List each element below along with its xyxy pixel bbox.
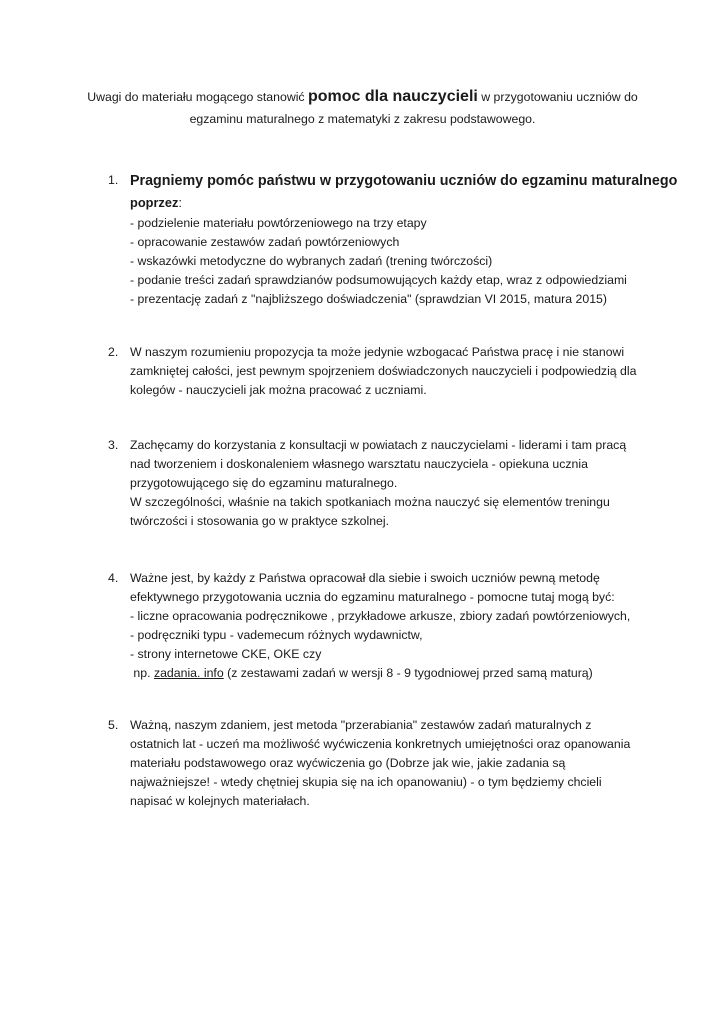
item-1-line: - opracowanie zestawów zadań powtórzeniowych (130, 235, 400, 249)
list-item-3 (108, 436, 668, 531)
item-number: 4. (108, 571, 119, 585)
item-1-line: - podzielenie materiału powtórzeniowego na trzy etapy (130, 216, 427, 230)
item-5-line: najważniejsze! - wtedy chętniej skupia się na ich opanowaniu) - o tym będziemy chcieli (130, 775, 602, 789)
zadania-info-link[interactable]: zadania. info (153, 666, 224, 680)
item-2-line: W naszym rozumieniu propozycja ta może jedynie wzbogacać Państwa pracę i nie stanowi (130, 345, 625, 359)
item-4-line: - liczne opracowania podręcznikowe , przykładowe arkusze, zbiory zadań powtórzeniowych, (130, 609, 631, 623)
document-header (60, 86, 665, 130)
item-2-line: kolegów - nauczycieli jak można pracować z uczniami. (130, 383, 427, 397)
item-3-line: W szczególności, właśnie na takich spotkaniach można nauczyć się elementów treningu (130, 495, 610, 509)
item-5-line: ostatnich lat - uczeń ma możliwość wyćwiczenia konkretnych umiejętności oraz opanowania (130, 737, 631, 751)
item-1-title-line-2 (130, 192, 668, 214)
item-3-line: przygotowującego się do egzaminu maturalnego. (130, 476, 398, 490)
item-3-line: twórczości i stosowania go w praktyce szkolnej. (130, 514, 390, 528)
item-3-line: nad tworzeniem i doskonaleniem własnego warsztatu nauczyciela - opiekuna ucznia (130, 457, 588, 471)
item-4-line: - strony internetowe CKE, OKE czy (130, 647, 322, 661)
list-item-1 (108, 170, 678, 309)
item-number: 2. (108, 345, 119, 359)
item-1-title-bold: poprzez (130, 195, 179, 210)
list-item-2 (108, 343, 668, 400)
list-item-4 (108, 569, 668, 683)
item-1-line: - wskazówki metodyczne do wybranych zadań (trening twórczości) (130, 254, 493, 268)
item-1-line: - podanie treści zadań sprawdzianów podsumowujących każdy etap, wraz z odpowiedziami (130, 273, 627, 287)
header-line-2: egzaminu maturalnego z matematyki z zakresu podstawowego. (189, 112, 536, 126)
list-item-5 (108, 716, 668, 811)
header-text-pre: Uwagi do materiału mogącego stanowić (87, 90, 308, 104)
item-5-line: napisać w kolejnych materiałach. (130, 794, 310, 808)
header-line-1 (60, 86, 665, 108)
item-2-line: zamkniętej całości, jest pewnym spojrzeniem doświadczonych nauczycieli i podpowiedzią dla (130, 364, 637, 378)
item-number: 1. (108, 173, 119, 187)
item-number: 5. (108, 718, 119, 732)
item-1-line: - prezentację zadań z "najbliższego doświadczenia" (sprawdzian VI 2015, matura 2015) (130, 292, 607, 306)
item-1-title (130, 170, 678, 214)
header-highlight: pomoc dla nauczycieli (308, 88, 478, 105)
item-1-title-line-1: Pragniemy pomóc państwu w przygotowaniu uczniów do egzaminu maturalnego (130, 173, 678, 189)
item-number: 3. (108, 438, 119, 452)
item-3-line: Zachęcamy do korzystania z konsultacji w powiatach z nauczycielami - liderami i tam pracą (130, 438, 627, 452)
link-prefix: np. (130, 666, 154, 680)
item-4-line: efektywnego przygotowania ucznia do egzaminu maturalnego - pomocne tutaj mogą być: (130, 590, 615, 604)
link-suffix: (z zestawami zadań w wersji 8 - 9 tygodniowej przed samą maturą) (223, 666, 593, 680)
item-4-line: Ważne jest, by każdy z Państwa opracował dla siebie i swoich uczniów pewną metodę (130, 571, 600, 585)
item-4-line: - podręczniki typu - vademecum różnych wydawnictw, (130, 628, 423, 642)
header-text-post: w przygotowaniu uczniów do (477, 90, 638, 104)
item-1-title-colon: : (178, 195, 182, 210)
item-5-line: materiału podstawowego oraz wyćwiczenia go (Dobrze jak wie, jakie zadania są (130, 756, 566, 770)
item-5-line: Ważną, naszym zdaniem, jest metoda "przerabiania" zestawów zadań maturalnych z (130, 718, 592, 732)
item-4-link-line (130, 664, 668, 683)
